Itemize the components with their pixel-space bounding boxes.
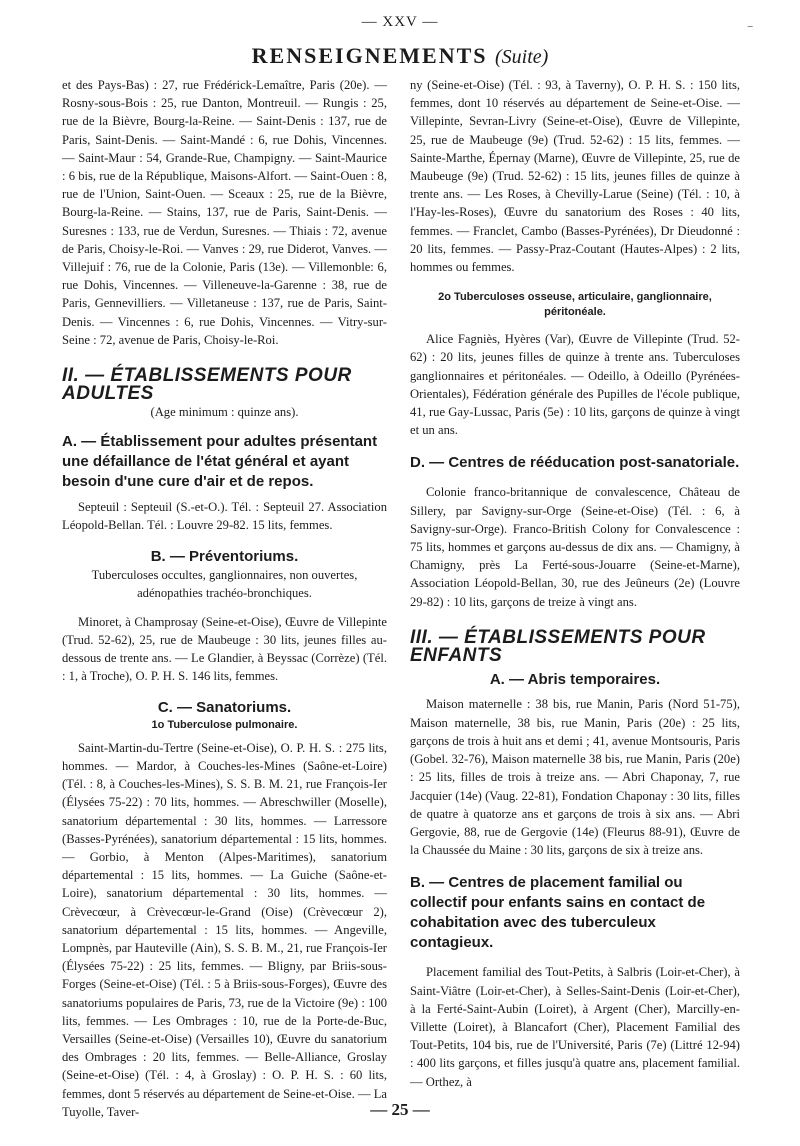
page-number: — 25 — [370,1100,430,1119]
paragraph-preventoriums: Minoret, à Champrosay (Seine-et-Oise), Œuvre de Villepinte (Trud. 52-62), 25, rue de Maubeuge : 30 lits, jeunes filles au-dessous de trente ans. — Le Glandier, à Beyssac (Corrèze) (Tél. : 1, à Troche), O. P. H. S. 146 lits, femmes. [62,614,387,684]
section-2-subtitle: (Age minimum : quinze ans). [150,405,299,420]
heading-a-abris: A. — Abris temporaires. [489,671,661,689]
title-main: RENSEIGNEMENTS [251,43,488,68]
paragraph-reeducation: Colonie franco-britannique de convalescence, Château de Sillery, par Savigny-sur-Orge (Seine-et-Oise) (Tél. : 6, à Savigny-sur-Orge). Franco-British Colony for Convalescence : 75 lits, hommes et garçons au-dessus de dix ans. — Chamigny, à Chamigny, près La Ferté-sous-Jouarre (Seine-et-Marne), Association Léopold-Bellan, 30, rue des Jeûneurs (2e) (Louvre 29-82) : 10 lits, garçons de treize à vingt ans. [410,485,740,609]
paragraph-sanatoriums-cont: ny (Seine-et-Oise) (Tél. : 93, à Taverny), O. P. H. S. : 150 lits, femmes, dont 10 réservés au département de Seine-et-Oise. — Villepinte, Sevran-Livry (Seine-et-Oise), Œuvre de Villepinte, 25, rue de Maubeuge (9e) (Trud. 52-62) : 15 lits, femmes. — Sainte-Marthe, Épernay (Marne), Œuvre de Villepinte, 25, rue de Maubeuge (9e) (Trud. 52-62) : 15 lits, jeunes filles de quinze à trente ans. — Les Roses, à Chevilly-Larue (Seine) (Tél. : 10, à l'Hay-les-Roses), Œuvre du sanatorium des Roses : 40 lits, femmes. — Franclet, Cambo (Basses-Pyrénées), Dr Dieudonné : 20 lits, femmes. — Passy-Praz-Coutant (Hautes-Alpes) : 2 lits, hommes ou femmes. [410,78,740,275]
paragraph-addresses: et des Pays-Bas) : 27, rue Frédérick-Lemaître, Paris (20e). — Rosny-sous-Bois : 25, rue Danton, Montreuil. — Rungis : 25, rue de la Bièvre, Bourg-la-Reine. — Saint-Denis : 137, rue de Paris, Saint-Denis. — Saint-Mandé : 6, rue Dohis, Vincennes. — Saint-Maur : 54, Grande-Rue, Champigny. — Saint-Maurice : 6 bis, rue de la République, Maisons-Alfort. — Saint-Ouen : 8, rue de l'Union, Saint-Ouen. — Sceaux : 25, rue de la Bièvre, Bourg-la-Reine. — Stains, 137, rue de Paris, Saint-Denis. — Suresnes : 133, rue de Verdun, Suresnes. — Thiais : 72, avenue de Paris, Choisy-le-Roi. — Vanves : 29, rue Diderot, Vanves. — Villejuif : 76, rue de la Colonie, Paris (13e). — Villemonble: 6, rue Dohis, Vincennes. — Villeneuve-la-Garenne : 38, rue de Paris, Gennevilliers. — Villetaneuse : 137, rue de Paris, Saint-Denis. — Vincennes : 6, rue Dohis, Vincennes. — Vitry-sur-Seine : 72, avenue de Paris, Choisy-le-Roi. [62,78,387,347]
heading-tuberculose-pulmonaire: 1o Tuberculose pulmonaire. [151,718,298,731]
page-title [0,43,800,69]
section-3-title: III. — ÉTABLISSEMENTS POUR ENFANTS [410,626,706,667]
page-roman-numeral: — XXV — [361,14,439,30]
heading-a-adultes: A. — Établissement pour adultes présentant une défaillance de l'état général et ayant besoin d'une cure d'air et de repos. [62,432,378,490]
heading-tuberculoses-osseuses: 2o Tuberculoses osseuse, articulaire, ganglionnaire, péritonéale. [438,291,712,319]
paragraph-tuberculoses-osseuses: Alice Fagniès, Hyères (Var), Œuvre de Villepinte (Trud. 52-62) : 20 lits, jeunes filles de quinze à trente ans. Tuberculoses ganglionnaires et péritonéales. — Odeillo, à Odeillo (Pyrénées-Orientales), Fédération générale des Pupilles de l'école publique, 41, rue Gay-Lussac, Paris (5e) : 10 lits, garçons de quinze à vingt et un ans. [410,332,740,438]
paragraph-sanatoriums: Saint-Martin-du-Tertre (Seine-et-Oise), O. P. H. S. : 275 lits, hommes. — Mardor, à Couches-les-Mines (Saône-et-Loire) (Tél. : 8, à Couches-les-Mines), S. S. B. M. 21, rue François-Ier (Élysées 75-22) : 70 lits, hommes. — Abreschwiller (Moselle), sanatorium départemental : 30 lits, hommes. — Larressore (Basses-Pyrénées), sanatorium départemental : 15 lits, hommes. — Gorbio, à Menton (Alpes-Maritimes), sanatorium départemental : 15 lits, hommes. — La Guiche (Saône-et-Loire), sanatorium départemental : 30 lits, hommes. — Crèvecœur, à Crèvecœur-le-Grand (Oise) (Crèvecœur 2), sanatorium départemental : 15 lits, hommes. — Angeville, Lompnès, par Hauteville (Ain), S. S. B. M., 21, rue François-Ier (Élysées 75-22) : 25 lits, femmes. — Bligny, par Briis-sous-Forges (Seine-et-Oise) (Tél. : 5 à Briis-sous-Forges), Œuvre des sanatoriums populaires de Paris, 73, rue de la Victoire (9e) : 100 lits, femmes. — Les Ombrages : 10, rue de la Porte-de-Buc, Versailles (Seine-et-Oise) (Versailles 10), Œuvre du sanatorium des Ombrages : 20 lits, femmes. — Belle-Alliance, Groslay (Seine-et-Oise) (Tél. : 4, à Groslay) : O. P. H. S. : 60 lits, femmes, dont 5 réservés au département de Seine-et-Oise. — La Tuyolle, Taver- [62,740,387,1119]
paragraph-abris: Maison maternelle : 38 bis, rue Manin, Paris (Nord 51-75), Maison maternelle, 38 bis, rue Manin, Paris (20e) : 25 lits, garçons de trois à huit ans et demi ; 41, avenue Montsouris, Paris (Gobel. 32-76), Maison maternelle 38 bis, rue Manin, Paris (20e) : 25 lits, filles de trois à treize ans. — Abri Chaponay, 7, rue Jacquier (14e) (Vaug. 22-81), Fondation Chaponay : 30 lits, filles de quatre à quatorze ans et garçons de trois à six ans. — Abri Gergovie, 88, rue de Gergovie (14e) (Fleurus 88-91), Œuvre de la Chaussée du Maine : 30 lits, garçons de six à treize ans. [410,697,740,858]
title-suite: (Suite) [495,46,549,68]
right-column [410,76,740,1091]
section-2-title: II. — ÉTABLISSEMENTS POUR ADULTES [62,365,352,405]
heading-b-preventoriums: B. — Préventoriums. [150,548,299,566]
preventoriums-subtitle: Tuberculoses occultes, ganglionnaires, non ouvertes, adénopathies trachéo-bronchiques. [91,568,358,601]
left-column [62,76,387,1121]
heading-d-reeducation: D. — Centres de rééducation post-sanatoriale. [410,454,740,472]
heading-c-sanatoriums: C. — Sanatoriums. [157,699,292,717]
paragraph-placement: Placement familial des Tout-Petits, à Salbris (Loir-et-Cher), à Saint-Viâtre (Loir-et-Cher), à Selles-Saint-Denis (Loir-et-Cher), à la Ferté-Saint-Aubin (Loiret), à Argent (Cher), Marcilly-en-Villette (Loiret), à Blancafort (Cher), Placement Familial des Tout-Petits, 104 bis, rue de l'Université, Paris (7e) (Littré 12-94) : 400 lits garçons, et filles jusqu'à quatre ans, placement familial. — Orthez, à [410,965,740,1089]
paragraph-septeuil: Septeuil : Septeuil (S.-et-O.). Tél. : Septeuil 27. Association Léopold-Bellan. Tél. : Louvre 29-82. 15 lits, femmes. [62,499,387,532]
corner-mark: ‾ [748,24,753,39]
heading-b-placement: B. — Centres de placement familial ou collectif pour enfants sains en contact de cohabitation avec des tuberculeux contagieux. [410,874,706,952]
